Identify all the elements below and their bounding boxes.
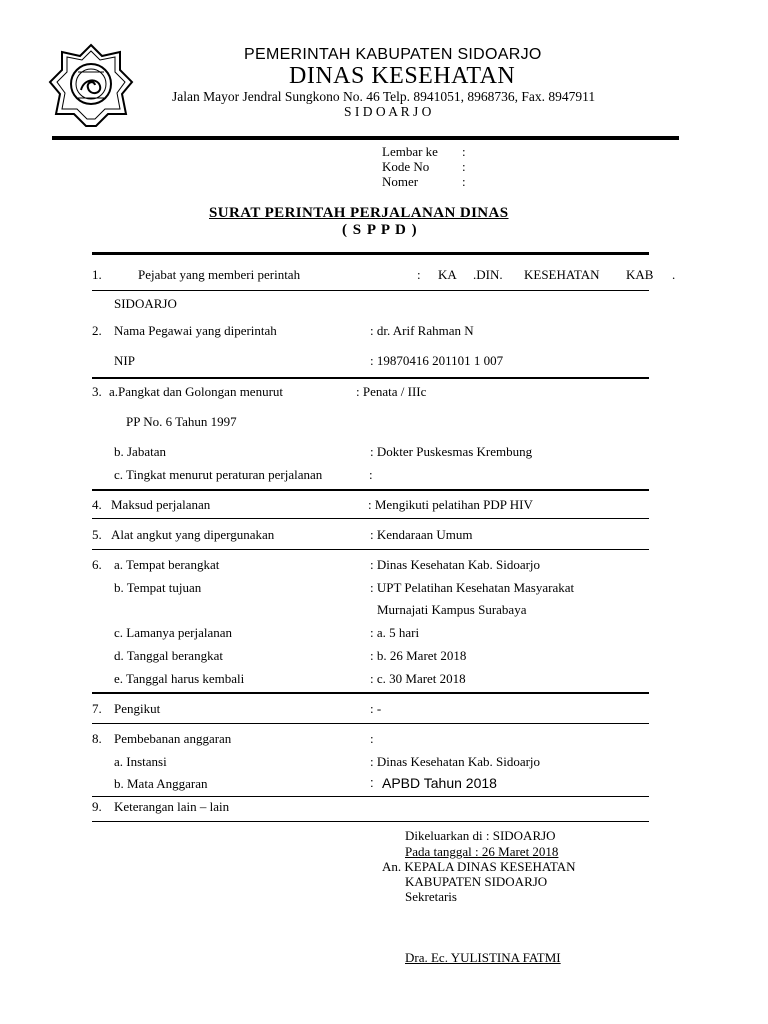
row7-value: : - <box>370 701 382 716</box>
row8a-label: a. Instansi <box>114 754 167 769</box>
row2-rule <box>92 377 649 379</box>
row7-number: 7. <box>92 701 102 716</box>
signer-position: Sekretaris <box>405 889 457 904</box>
lembar-colon: : <box>462 144 466 159</box>
row6a-label: a. Tempat berangkat <box>114 557 220 572</box>
row3-continuation: PP No. 6 Tahun 1997 <box>126 414 237 429</box>
nomer-label: Nomer <box>382 174 419 189</box>
row8-value: : <box>370 731 374 746</box>
row9-rule <box>92 821 649 822</box>
row9-number: 9. <box>92 799 102 814</box>
regency-name: KABUPATEN SIDOARJO <box>405 874 548 889</box>
kode-label: Kode No <box>382 159 430 174</box>
row1-continuation: SIDOARJO <box>114 296 177 311</box>
row1-value-ka: KA <box>438 267 457 282</box>
row8a-value: : Dinas Kesehatan Kab. Sidoarjo <box>370 754 541 769</box>
row1-number: 1. <box>92 267 102 282</box>
title-rule <box>92 252 649 255</box>
row4-label: Maksud perjalanan <box>111 497 211 512</box>
row6-rule <box>92 692 649 694</box>
regency-emblem <box>48 42 134 128</box>
row3-number: 3. <box>92 384 102 399</box>
row1-value-kesehatan: KESEHATAN <box>524 267 600 282</box>
row6a-value: : Dinas Kesehatan Kab. Sidoarjo <box>370 557 541 572</box>
row5-rule <box>92 549 649 550</box>
row6c-value: : a. 5 hari <box>370 625 420 640</box>
row8-rule <box>92 796 649 797</box>
row3c-label: c. Tingkat menurut peraturan perjalanan <box>114 467 323 482</box>
row8b-colon: : <box>370 775 374 790</box>
agency-address: Jalan Mayor Jendral Sungkono No. 46 Telp. 8941051, 8968736, Fax. 8947911 <box>172 89 596 104</box>
row6-number: 6. <box>92 557 102 572</box>
row5-label: Alat angkut yang dipergunakan <box>111 527 275 542</box>
nomer-colon: : <box>462 174 466 189</box>
kode-colon: : <box>462 159 466 174</box>
row1-value-kab: KAB <box>626 267 654 282</box>
row6e-label: e. Tanggal harus kembali <box>114 671 245 686</box>
row4-value: : Mengikuti pelatihan PDP HIV <box>368 497 533 512</box>
lembar-label: Lembar ke <box>382 144 438 159</box>
row1-colon: : <box>417 267 421 282</box>
row1-label: Pejabat yang memberi perintah <box>138 267 301 282</box>
on-behalf-of: An. KEPALA DINAS KESEHATAN <box>382 859 576 874</box>
government-name: PEMERINTAH KABUPATEN SIDOARJO <box>244 46 542 63</box>
row3-label: a.Pangkat dan Golongan menurut <box>109 384 284 399</box>
issued-at: Dikeluarkan di : SIDOARJO <box>405 828 556 843</box>
row3-value: : Penata / IIIc <box>356 384 427 399</box>
agency-name: DINAS KESEHATAN <box>289 63 516 89</box>
row1-value-din: .DIN. <box>473 267 503 282</box>
row2-label: Nama Pegawai yang diperintah <box>114 323 277 338</box>
row6e-value: : c. 30 Maret 2018 <box>370 671 466 686</box>
row9-label: Keterangan lain – lain <box>114 799 230 814</box>
row6d-label: d. Tanggal berangkat <box>114 648 223 663</box>
row4-rule <box>92 518 649 519</box>
row3b-label: b. Jabatan <box>114 444 166 459</box>
row8b-label: b. Mata Anggaran <box>114 776 208 791</box>
row3b-value: : Dokter Puskesmas Krembung <box>370 444 533 459</box>
row8-label: Pembebanan anggaran <box>114 731 232 746</box>
row5-number: 5. <box>92 527 102 542</box>
row5-value: : Kendaraan Umum <box>370 527 473 542</box>
issued-date: Pada tanggal : 26 Maret 2018 <box>405 844 559 859</box>
document-title: SURAT PERINTAH PERJALANAN DINAS <box>209 205 509 221</box>
row2-value: : dr. Arif Rahman N <box>370 323 474 338</box>
row6b-continuation: Murnajati Kampus Surabaya <box>377 602 527 617</box>
row7-label: Pengikut <box>114 701 161 716</box>
row6c-label: c. Lamanya perjalanan <box>114 625 233 640</box>
document-abbr: ( S P P D ) <box>342 222 418 238</box>
row1-value-dot: . <box>672 267 676 282</box>
row8b-value: APBD Tahun 2018 <box>382 775 497 791</box>
nip-label: NIP <box>114 353 135 368</box>
row2-number: 2. <box>92 323 102 338</box>
agency-city: S I D O A R J O <box>344 104 432 119</box>
row6b-value: : UPT Pelatihan Kesehatan Masyarakat <box>370 580 575 595</box>
row6d-value: : b. 26 Maret 2018 <box>370 648 467 663</box>
letterhead-thick-rule <box>52 136 679 140</box>
row3c-value: : <box>369 467 373 482</box>
nip-value: : 19870416 201101 1 007 <box>370 353 504 368</box>
row4-number: 4. <box>92 497 102 512</box>
row3-rule <box>92 489 649 491</box>
row7-rule <box>92 723 649 724</box>
row6b-label: b. Tempat tujuan <box>114 580 202 595</box>
signer-name: Dra. Ec. YULISTINA FATMI <box>405 950 561 965</box>
row8-number: 8. <box>92 731 102 746</box>
row1-rule <box>92 290 649 291</box>
